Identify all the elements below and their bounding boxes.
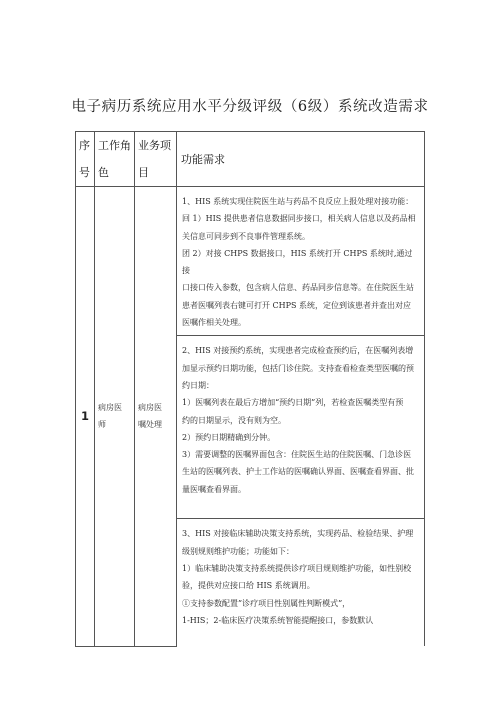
document-title: 电子病历系统应用水平分级评级（6级）系统改造需求 — [71, 99, 429, 115]
table-header-row — [76, 132, 425, 187]
req1-line1: 1、HIS 系统实现住院医生站与药品不良反应上报处理对接功能： — [182, 197, 414, 206]
header-requirement — [177, 132, 425, 187]
row-seq-value: 1 — [80, 409, 89, 424]
row-seq-cell — [76, 187, 95, 647]
header-business — [135, 132, 177, 187]
req1-line4: 团 2）对接 CHPS 数据接口，HIS 系统打开 CHPS 系统时,通过接 — [182, 248, 413, 276]
header-business-line1: 业务项 — [138, 139, 171, 152]
header-role-line2: 色 — [98, 166, 109, 179]
req1-line2: 回 1）HIS 提供患者信息数据同步接口，相关病人信息以及药品相 — [182, 214, 416, 224]
header-seq-line2: 号 — [79, 166, 90, 179]
req2-line7: 3）需要调整的医嘱界面包含：住院医生站的住院医嘱、门急诊医 — [182, 450, 412, 460]
header-seq — [76, 132, 95, 187]
requirement-block-2 — [177, 336, 425, 519]
req3-line2: 级别规则维护功能；功能如下： — [182, 546, 294, 556]
row-business-line2: 嘱处理 — [138, 420, 162, 430]
header-role-line1: 工作角 — [98, 139, 131, 152]
req1-line6: 患者医嘱列表右键可打开 CHPS 系统，定位到该患者并查出对应 — [182, 300, 412, 310]
row-role-line2: 师 — [98, 420, 106, 430]
req3-line6: 1-HIS；2-临床医疗决策系统智能提醒接口，参数默认 — [182, 615, 374, 625]
requirement-block-3 — [177, 519, 425, 647]
req1-line3: 关信息可同步到不良事件管理系统。 — [182, 231, 310, 241]
req2-line4: 1）医嘱列表在最后方增加“预约日期”列，若检查医嘱类型有预 — [182, 398, 404, 408]
header-business-line2: 目 — [138, 166, 149, 179]
req1-line7: 医嘱作相关处理。 — [182, 318, 246, 328]
req3-line3: 1）临床辅助决策支持系统提供诊疗项目规则维护功能，如性别校 — [182, 563, 412, 573]
row-business-line1: 病房医 — [138, 403, 162, 413]
req2-line9: 量医嘱查看界面。 — [182, 484, 246, 494]
row-role-cell — [95, 187, 135, 647]
header-requirement-label: 功能需求 — [181, 152, 225, 166]
req3-line1: 3、HIS 对接临床辅助决策支持系统，实现药品、检验结果、护理 — [182, 529, 414, 539]
req2-line1: 2、HIS 对接预约系统，实现患者完成检查预约后，在医嘱列表增 — [182, 346, 414, 356]
req3-line4: 验，提供对应接口给 HIS 系统调用。 — [182, 581, 315, 591]
req2-line8: 生站的医嘱列表、护士工作站的医嘱确认界面、医嘱查看界面、批 — [182, 467, 414, 477]
table-row-1a — [76, 187, 425, 336]
requirement-block-1 — [177, 187, 425, 336]
header-seq-line1: 序 — [79, 139, 90, 152]
row-business-cell — [135, 187, 177, 647]
req2-line2: 加显示预约日期功能，包括门诊住院。支持查看检查类型医嘱的预 — [182, 363, 414, 373]
header-role — [95, 132, 135, 187]
requirements-table — [75, 131, 425, 647]
row-role-line1: 病房医 — [98, 403, 122, 413]
req2-line6: 2）预约日期精确到分钟。 — [182, 432, 276, 442]
req3-line5: ①支持参数配置”诊疗项目性别属性判断模式”， — [182, 598, 351, 608]
req1-line5: 口接口传入参数，包含病人信息、药品同步信息等。在住院医生站 — [182, 283, 414, 293]
req2-line3: 约日期： — [182, 380, 214, 390]
req2-line5: 约的日期显示，没有则为空。 — [182, 415, 286, 425]
